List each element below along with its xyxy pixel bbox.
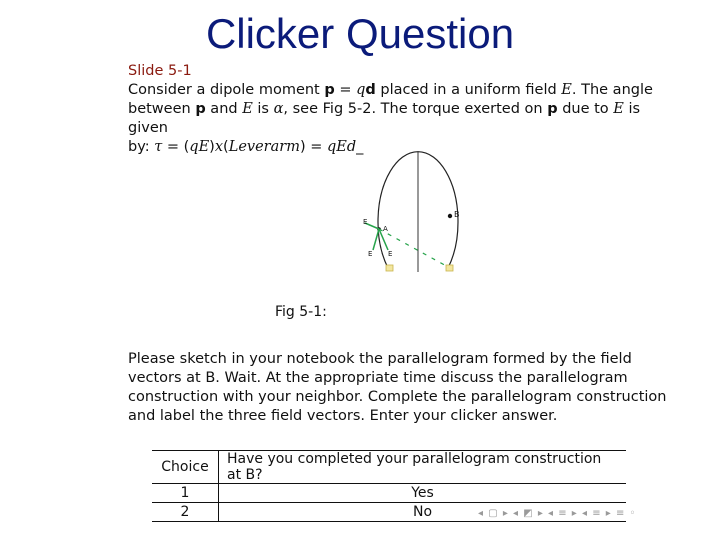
field-symbol: E: [242, 101, 253, 117]
distance-symbol: d: [365, 82, 376, 98]
header-question: Have you completed your parallelogram construction at B?: [227, 451, 602, 483]
qed-term: qEd: [326, 139, 357, 155]
text-span: Consider a dipole moment: [128, 82, 325, 98]
beamer-navigation[interactable]: ◂ ▢ ▸ ◂ ◩ ▸ ◂ ≡ ▸ ◂ ≡ ▸ ≡ ◦: [478, 508, 637, 519]
dipole-figure: [355, 150, 485, 275]
leverarm-term: Leverarm: [228, 139, 300, 155]
text-span: = (: [162, 139, 190, 155]
dipole-symbol: p: [547, 101, 558, 117]
label-e-right: E: [388, 250, 393, 258]
figure-caption: Fig 5-1:: [275, 304, 327, 320]
header-choice: Choice: [152, 451, 219, 484]
dipole-symbol: p: [324, 82, 335, 98]
dipole-figure-svg: [355, 150, 485, 275]
charge-marker-right: [446, 265, 453, 271]
text-span: by:: [128, 139, 155, 155]
point-b-marker: [448, 214, 452, 218]
cross-symbol: x: [214, 139, 224, 155]
problem-text: [128, 81, 668, 157]
text-span: ) =: [299, 139, 327, 155]
label-e-top: E: [363, 218, 368, 226]
slide-label: Slide 5-1: [128, 63, 192, 79]
problem-line-2: [128, 100, 668, 138]
problem-block: [128, 62, 668, 157]
choice-number: 1: [152, 484, 219, 503]
text-span: =: [334, 82, 357, 98]
dashed-field-line: [379, 229, 450, 268]
charge-marker-left: [386, 265, 393, 271]
table-header-row: [152, 451, 626, 484]
text-span: placed in a uniform field: [375, 82, 562, 98]
field-symbol: E: [561, 82, 572, 98]
tau-symbol: τ: [154, 139, 163, 155]
slide-title: Clicker Question: [205, 10, 515, 57]
text-span: ): [209, 139, 215, 155]
choice-answer: No: [412, 504, 433, 520]
choice-answer: Yes: [411, 485, 434, 501]
label-b: B: [454, 210, 460, 219]
charge-symbol: q: [356, 82, 366, 98]
table-row[interactable]: [152, 484, 626, 503]
choice-number: 2: [152, 503, 219, 522]
label-e-left: E: [368, 250, 373, 258]
text-span: is: [252, 101, 274, 117]
text-span: , see Fig 5-2. The torque exerted on: [283, 101, 548, 117]
text-span: due to: [557, 101, 614, 117]
text-span: _: [356, 139, 364, 155]
label-a: A: [383, 225, 388, 233]
instructions-text: Please sketch in your notebook the parallelogram formed by the field vectors at B. Wait. At the appropriate time discuss the parallelogram construction with your neighbor. Complete the parallelogram construction and label the three field vectors. Enter your clicker answer.: [128, 351, 667, 424]
alpha-symbol: α: [273, 101, 284, 117]
dipole-symbol: p: [195, 101, 206, 117]
text-span: (: [223, 139, 229, 155]
text-span: is given: [128, 101, 641, 136]
qe-term: qE: [189, 139, 210, 155]
field-symbol: E: [613, 101, 624, 117]
text-span: . The angle: [571, 82, 653, 98]
field-vector-left: [373, 229, 379, 250]
text-span: between: [128, 101, 196, 117]
text-span: and: [205, 101, 243, 117]
problem-line-1: [128, 81, 668, 100]
